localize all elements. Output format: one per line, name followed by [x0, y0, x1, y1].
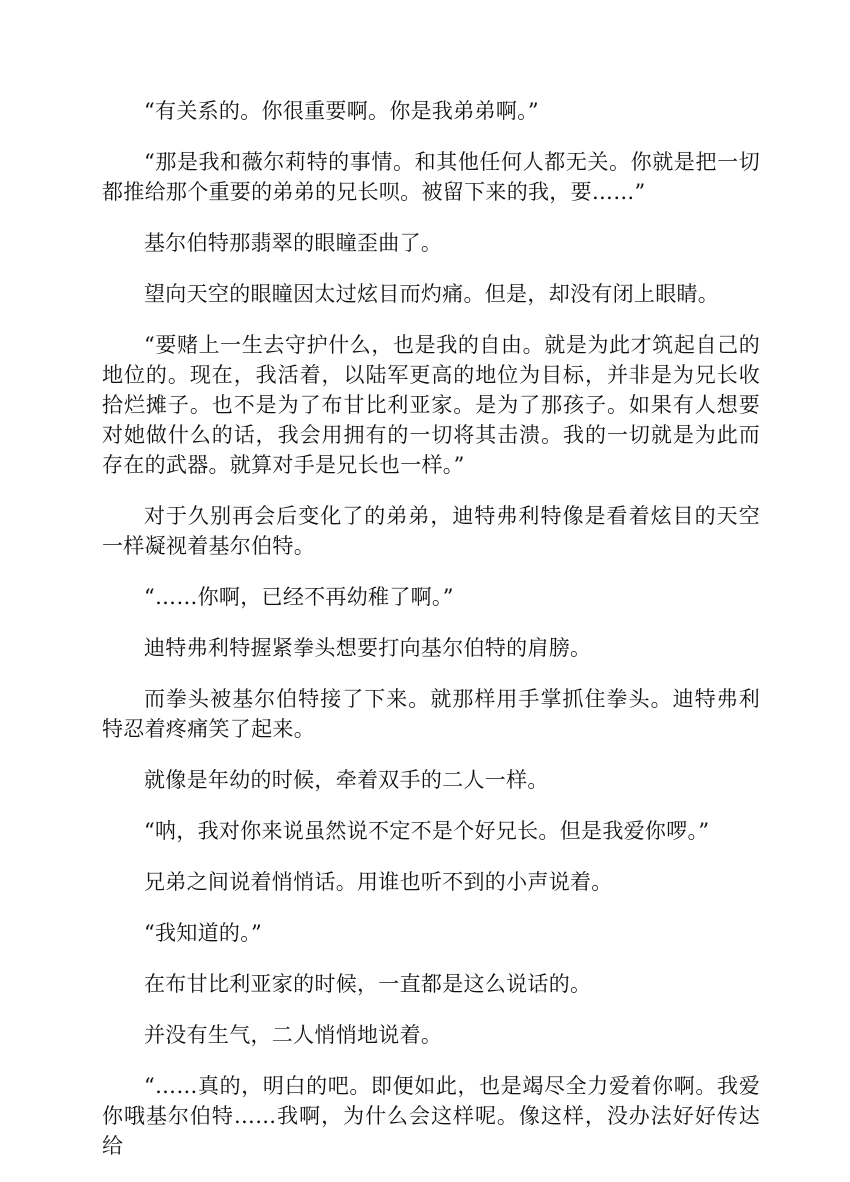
body-text [102, 96, 760, 1182]
paragraph-10: 就像是年幼的时候，牵着双手的二人一样。 [144, 768, 549, 792]
paragraph-11: “呐，我对你来说虽然说不定不是个好兄长。但是我爱你啰。” [144, 819, 710, 843]
paragraph-15: 并没有生气，二人悄悄地说着。 [144, 1023, 443, 1047]
paragraph-5: “要赌上一生去守护什么，也是我的自由。就是为此才筑起自己的地位的。现在，我活着，以陆军更高的地位为目标，并非是为兄长收拾烂摊子。也不是为了布甘比利亚家。是为了那孩子。如果有人想要对她做什么的话，我会用拥有的一切将其击溃。我的一切就是为此而存在的武器。就算对手是兄长也一样。” [102, 333, 760, 477]
paragraph-1: “有关系的。你很重要啊。你是我弟弟啊。” [144, 99, 539, 123]
paragraph-7: “……你啊，已经不再幼稚了啊。” [144, 585, 454, 609]
paragraph-8: 迪特弗利特握紧拳头想要打向基尔伯特的肩膀。 [144, 636, 592, 660]
paragraph-14: 在布甘比利亚家的时候，一直都是这么说话的。 [144, 972, 592, 996]
paragraph-3: 基尔伯特那翡翠的眼瞳歪曲了。 [144, 231, 443, 255]
paragraph-4: 望向天空的眼瞳因太过炫目而灼痛。但是，却没有闭上眼睛。 [144, 282, 720, 306]
paragraph-6: 对于久别再会后变化了的弟弟，迪特弗利特像是看着炫目的天空一样凝视着基尔伯特。 [102, 504, 760, 558]
paragraph-16: “……真的，明白的吧。即便如此，也是竭尽全力爱着你啊。我爱你哦基尔伯特……我啊，为什么会这样呢。像这样，没办法好好传达给 [102, 1074, 760, 1158]
paragraph-12: 兄弟之间说着悄悄话。用谁也听不到的小声说着。 [144, 870, 613, 894]
paragraph-2: “那是我和薇尔莉特的事情。和其他任何人都无关。你就是把一切都推给那个重要的弟弟的兄长呗。被留下来的我，要……” [102, 150, 760, 204]
paragraph-13: “我知道的。” [144, 921, 263, 945]
paragraph-9: 而拳头被基尔伯特接了下来。就那样用手掌抓住拳头。迪特弗利特忍着疼痛笑了起来。 [102, 687, 760, 741]
